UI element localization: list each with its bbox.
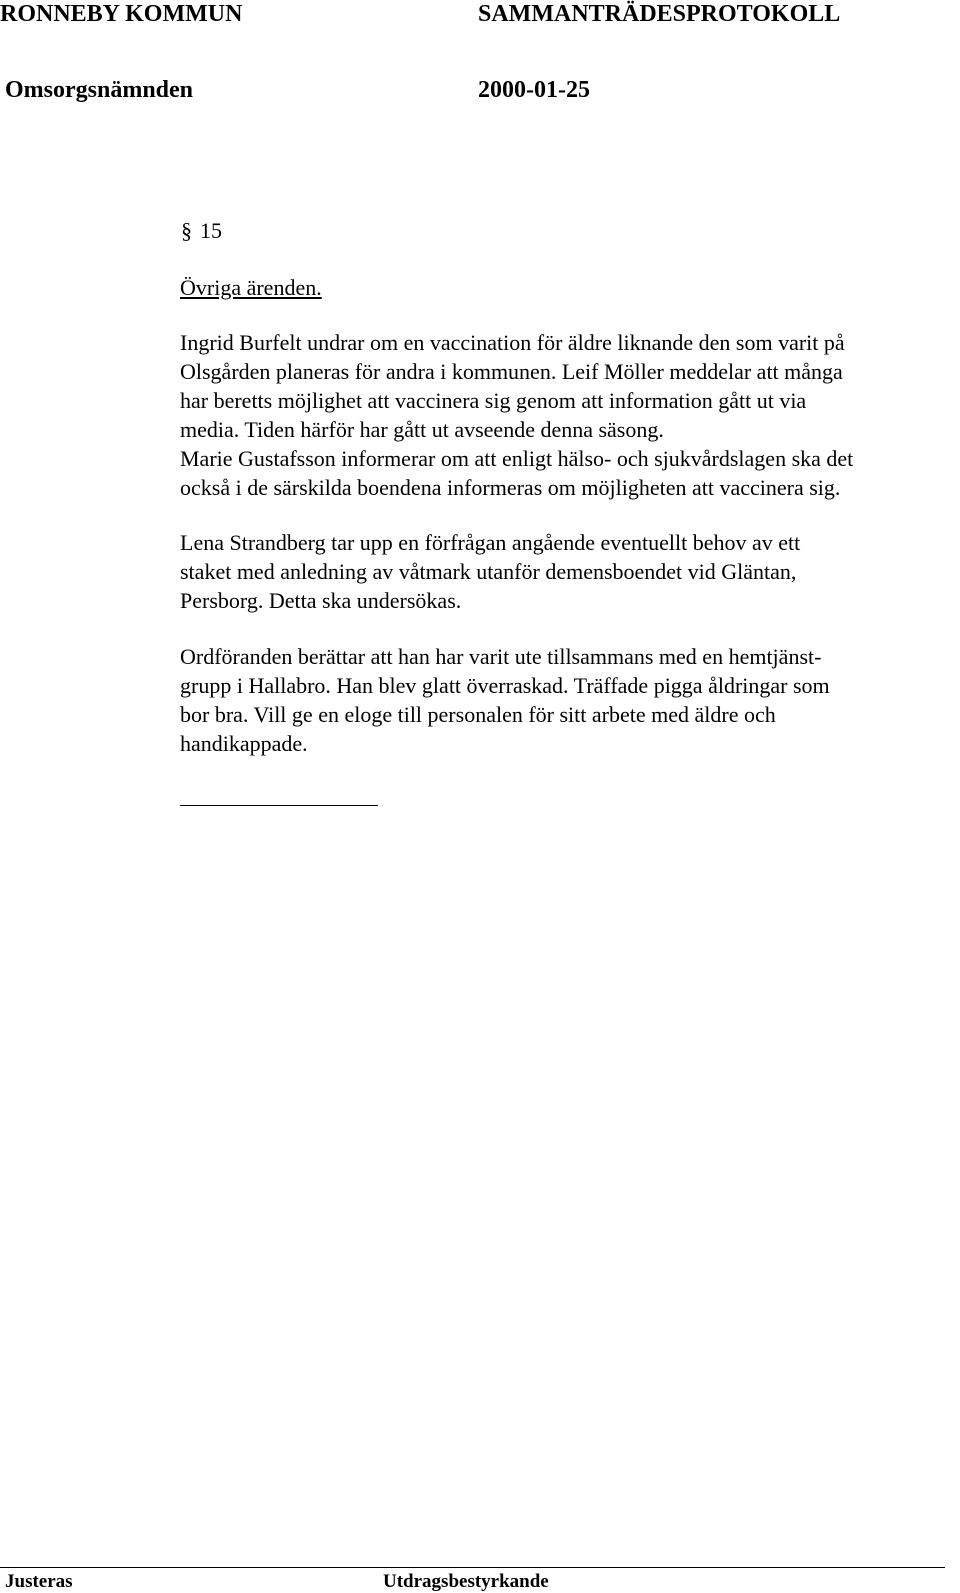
paragraph-line: Persborg. Detta ska undersökas. <box>180 588 462 613</box>
paragraph-line: grupp i Hallabro. Han blev glatt överraskad. Träffade pigga åldringar som <box>180 673 830 698</box>
committee-name: Omsorgsnämnden <box>5 77 194 103</box>
section-number <box>181 216 222 245</box>
document-type: SAMMANTRÄDESPROTOKOLL <box>478 1 841 27</box>
section-number-value: 15 <box>200 218 222 243</box>
meeting-date: 2000-01-25 <box>478 77 590 103</box>
paragraph-chairman-report <box>180 642 955 758</box>
section-symbol: § <box>181 218 192 243</box>
paragraph-line: Ingrid Burfelt undrar om en vaccination för äldre liknande den som varit på <box>180 330 845 355</box>
footer-utdragsbestyrkande: Utdragsbestyrkande <box>383 1571 549 1592</box>
paragraph-line: Lena Strandberg tar upp en förfrågan angående eventuellt behov av ett <box>180 530 801 555</box>
paragraph-line: staket med anledning av våtmark utanför demensboendet vid Gläntan, <box>180 559 797 584</box>
paragraph-line: Olsgården planeras för andra i kommunen. Leif Möller meddelar att många <box>180 359 843 384</box>
municipality-name: RONNEBY KOMMUN <box>0 1 243 27</box>
paragraph-line: Ordföranden berättar att han har varit ute tillsammans med en hemtjänst- <box>180 644 822 669</box>
closing-rule <box>180 805 378 806</box>
paragraph-fence-request <box>180 528 955 615</box>
paragraph-vaccination <box>180 328 955 502</box>
section-title: Övriga ärenden. <box>180 275 322 300</box>
paragraph-line: handikappade. <box>180 731 308 756</box>
paragraph-line: bor bra. Vill ge en eloge till personalen för sitt arbete med äldre och <box>180 702 776 727</box>
paragraph-line: också i de särskilda boendena informeras om möjligheten att vaccinera sig. <box>180 475 841 500</box>
paragraph-line: media. Tiden härför har gått ut avseende denna säsong. <box>180 417 664 442</box>
footer-divider <box>0 1567 945 1568</box>
paragraph-line: Marie Gustafsson informerar om att enligt hälso- och sjukvårdslagen ska det <box>180 446 854 471</box>
paragraph-line: har beretts möjlighet att vaccinera sig genom att information gått ut via <box>180 388 807 413</box>
footer-justeras: Justeras <box>5 1571 73 1592</box>
